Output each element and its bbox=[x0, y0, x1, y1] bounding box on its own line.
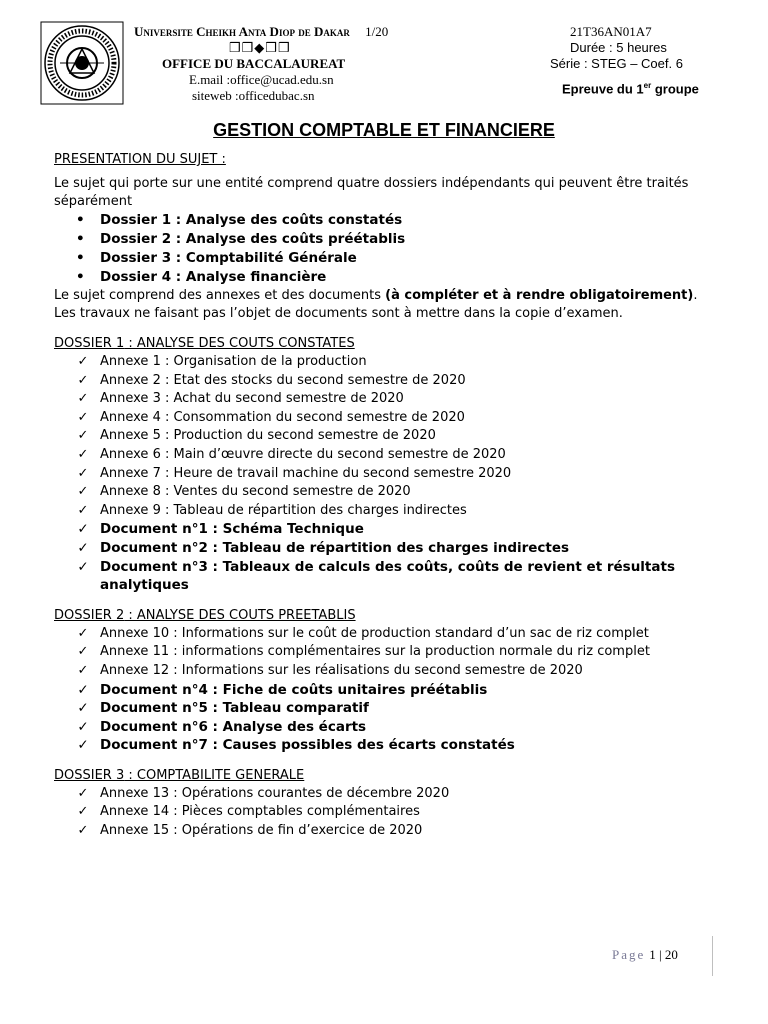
exam-group: Epreuve du 1er groupe bbox=[562, 81, 699, 97]
dossier-1-list bbox=[54, 353, 719, 595]
checkmark-icon: ✓ bbox=[77, 558, 89, 575]
footer-divider bbox=[712, 936, 713, 976]
presentation-intro: Le sujet qui porte sur une entité comprend quatre dossiers indépendants qui peuvent être traités séparément bbox=[54, 176, 689, 209]
checkmark-icon: ✓ bbox=[77, 354, 89, 369]
list-item: ✓ Document n°2 : Tableau de répartition des charges indirectes bbox=[77, 539, 570, 556]
checkmark-icon: ✓ bbox=[77, 785, 89, 801]
header-center bbox=[134, 24, 494, 104]
header-right bbox=[540, 24, 740, 97]
checkmark-icon: ✓ bbox=[77, 428, 89, 444]
list-item: ✓ Annexe 10 : Informations sur le coût de production standard d’un sac de riz complet bbox=[54, 625, 719, 644]
list-item: ✓ Annexe 8 : Ventes du second semestre de 2020 bbox=[54, 483, 719, 502]
office-website: siteweb :officedubac.sn bbox=[192, 88, 315, 103]
page-count: 1/20 bbox=[365, 24, 389, 39]
checkmark-icon: ✓ bbox=[77, 521, 89, 538]
presentation-note: Le sujet comprend des annexes et des documents (à compléter et à rendre obligatoirement). Les travaux ne faisant pas l’objet de documents sont à mettre dans la copie d’examen. bbox=[54, 288, 698, 321]
list-item: ✓ Annexe 7 : Heure de travail machine du second semestre 2020 bbox=[54, 465, 719, 484]
dossier-3-list bbox=[54, 785, 719, 841]
list-item: • Dossier 4 : Analyse financière bbox=[54, 268, 719, 287]
office-email: E.mail :office@ucad.edu.sn bbox=[189, 72, 334, 87]
university-seal-icon bbox=[40, 21, 124, 105]
exam-content bbox=[54, 151, 719, 841]
checkmark-icon: ✓ bbox=[77, 718, 89, 735]
checkmark-icon: ✓ bbox=[77, 465, 89, 481]
list-item: ✓ Document n°6 : Analyse des écarts bbox=[77, 718, 367, 735]
list-item: ✓ Annexe 11 : informations complémentaires sur la production normale du riz complet bbox=[54, 643, 719, 662]
exam-duration: Durée : 5 heures bbox=[570, 40, 667, 55]
list-item: ✓ Document n°7 : Causes possibles des écarts constatés bbox=[77, 737, 515, 754]
list-item: • Dossier 2 : Analyse des coûts préétablis bbox=[54, 230, 719, 249]
ornament-divider: ❒❒◆❒❒ bbox=[229, 40, 291, 55]
list-item: ✓ Annexe 2 : Etat des stocks du second semestre de 2020 bbox=[54, 372, 719, 391]
list-item: ✓ Annexe 4 : Consommation du second semestre de 2020 bbox=[54, 409, 719, 428]
dossier-2-heading: DOSSIER 2 : ANALYSE DES COUTS PREETABLIS bbox=[54, 607, 356, 623]
university-name: Universite Cheikh Anta Diop de Dakar bbox=[134, 24, 350, 39]
checkmark-icon: ✓ bbox=[77, 681, 89, 698]
exam-code: 21T36AN01A7 bbox=[570, 24, 652, 39]
office-name: OFFICE DU BACCALAUREAT bbox=[162, 56, 346, 71]
list-item: ✓ Annexe 5 : Production du second semestre de 2020 bbox=[54, 427, 719, 446]
list-item: ✓ Annexe 12 : Informations sur les réalisations du second semestre de 2020 bbox=[54, 662, 719, 681]
footer-label: Page bbox=[612, 947, 646, 962]
list-item: ✓ Document n°4 : Fiche de coûts unitaires préétablis bbox=[77, 681, 488, 698]
list-item: ✓ Document n°5 : Tableau comparatif bbox=[77, 700, 369, 717]
checkmark-icon: ✓ bbox=[77, 644, 89, 660]
checkmark-icon: ✓ bbox=[77, 662, 89, 678]
checkmark-icon: ✓ bbox=[77, 409, 89, 425]
exam-series: Série : STEG – Coef. 6 bbox=[550, 56, 683, 71]
checkmark-icon: ✓ bbox=[77, 446, 89, 462]
list-item: ✓ Annexe 13 : Opérations courantes de décembre 2020 bbox=[54, 785, 719, 804]
checkmark-icon: ✓ bbox=[77, 502, 89, 518]
dossier-1-heading: DOSSIER 1 : ANALYSE DES COUTS CONSTATES bbox=[54, 336, 355, 351]
list-item: • Dossier 1 : Analyse des coûts constatés bbox=[54, 211, 719, 230]
list-item: ✓ Annexe 3 : Achat du second semestre de 2020 bbox=[54, 390, 719, 409]
list-item: ✓ Annexe 1 : Organisation de la production bbox=[54, 353, 719, 372]
dossier-2-list bbox=[54, 625, 719, 755]
checkmark-icon: ✓ bbox=[77, 700, 89, 717]
presentation-heading: PRESENTATION DU SUJET : bbox=[54, 152, 226, 167]
dossier-3-heading: DOSSIER 3 : COMPTABILITE GENERALE bbox=[54, 767, 305, 783]
list-item: ✓ Annexe 6 : Main d’œuvre directe du second semestre de 2020 bbox=[54, 446, 719, 465]
list-item: ✓ Annexe 15 : Opérations de fin d’exercice de 2020 bbox=[54, 822, 719, 841]
dossier-list bbox=[54, 211, 719, 287]
checkmark-icon: ✓ bbox=[77, 391, 89, 407]
checkmark-icon: ✓ bbox=[77, 625, 89, 641]
checkmark-icon: ✓ bbox=[77, 484, 89, 500]
list-item: ✓ Annexe 9 : Tableau de répartition des charges indirectes bbox=[54, 502, 719, 521]
checkmark-icon: ✓ bbox=[77, 804, 89, 820]
checkmark-icon: ✓ bbox=[77, 372, 89, 388]
list-item: ✓ Document n°1 : Schéma Technique bbox=[77, 521, 364, 538]
checkmark-icon: ✓ bbox=[77, 823, 89, 839]
page-footer bbox=[612, 947, 678, 963]
list-item: ✓ Document n°3 : Tableaux de calculs des coûts, coûts de revient et résultats analytiques bbox=[77, 558, 675, 594]
page-title: GESTION COMPTABLE ET FINANCIERE bbox=[213, 120, 555, 140]
footer-page-number: 1 | 20 bbox=[649, 947, 678, 962]
list-item: ✓ Annexe 14 : Pièces comptables complémentaires bbox=[54, 803, 719, 822]
list-item: • Dossier 3 : Comptabilité Générale bbox=[54, 249, 719, 268]
checkmark-icon: ✓ bbox=[77, 539, 89, 556]
checkmark-icon: ✓ bbox=[77, 737, 89, 754]
